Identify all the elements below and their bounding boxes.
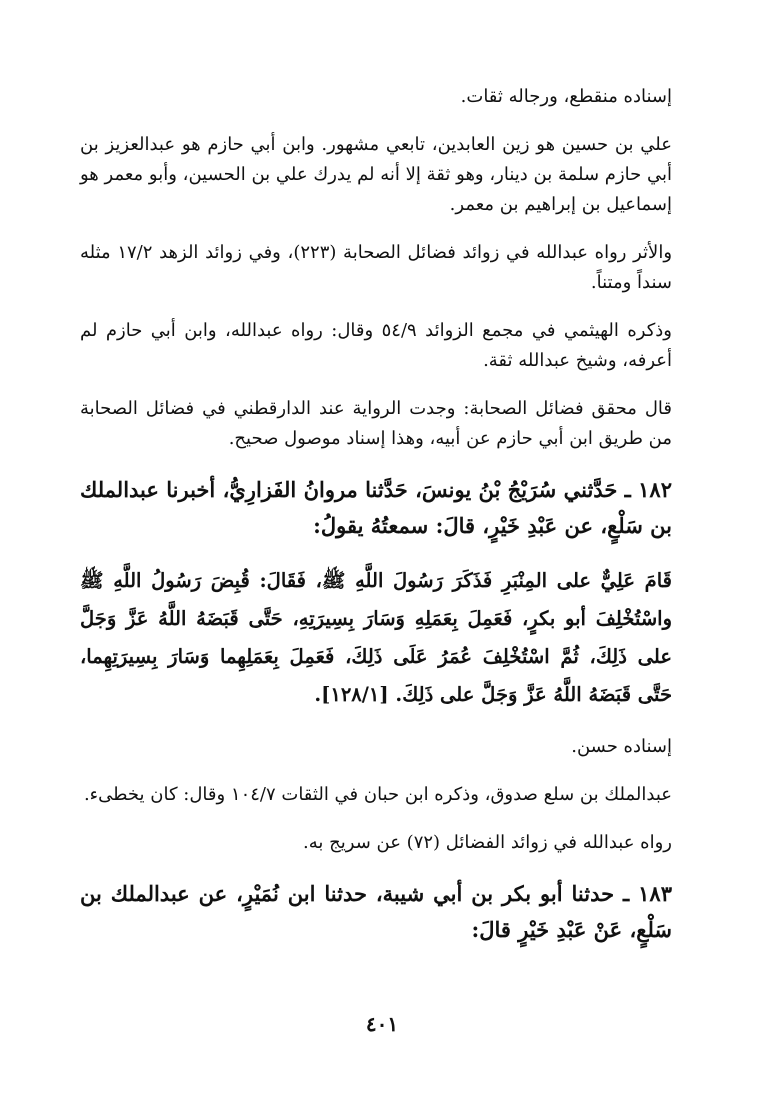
isnad-note-1: إسناده منقطع، ورجاله ثقات. — [460, 86, 672, 107]
narrator-note: علي بن حسين هو زين العابدين، تابعي مشهور. وابن أبي حازم هو عبدالعزيز بن أبي حازم سلمة بن دينار، وهو ثقة إلا أنه لم يدرك علي بن الحسين، وأبو معمر هو إسماعيل بن إبراهيم بن معمر. — [80, 134, 672, 215]
source-note-1: والأثر رواه عبدالله في زوائد فضائل الصحابة (٢٢٣)، وفي زوائد الزهد ١٧/٢ مثله سنداً ومتناً. — [80, 242, 673, 293]
hadith-183-isnad: ١٨٣ ـ حدثنا أبو بكر بن أبي شيبة، حدثنا ابن نُمَيْرٍ، عن عبدالملك بن سَلْعٍ، عَنْ عَبْدِ خَيْرٍ قالَ: — [80, 881, 672, 942]
narrator-note-2: عبدالملك بن سلع صدوق، وذكره ابن حبان في الثقات ١٠٤/٧ وقال: كان يخطىء. — [83, 784, 672, 805]
haythami-note: وذكره الهيثمي في مجمع الزوائد ٥٤/٩ وقال: رواه عبدالله، وابن أبي حازم لم أعرفه، وشيخ عبدالله ثقة. — [80, 320, 672, 371]
page-body — [80, 82, 672, 966]
source-note-2: رواه عبدالله في زوائد الفضائل (٧٢) عن سريج به. — [303, 832, 672, 853]
hadith-182-matn: قَامَ عَلِيٌّ على المِنْبَرِ فَذَكَرَ رَسُولَ اللَّهِ ﷺ، فَقَالَ: قُبِضَ رَسُولُ اللَّهِ ﷺ واسْتُخْلِفَ أبو بكرٍ، فَعَمِلَ بِعَمَلِهِ وَسَارَ بِسِيرَتِهِ، حَتَّى قَبَضَهُ اللَّهُ عَزَّ وَجَلَّ على ذَلِكَ، ثُمَّ اسْتُخْلِفَ عُمَرُ عَلَى ذَلِكَ، فَعَمِلَ بِعَمَلِهِما وَسَارَ بِسِيرَتِهِما، حَتَّى قَبَضَهُ اللَّهُ عَزَّ وَجَلَّ على ذَلِكَ. [١٢٨/١]. — [80, 569, 672, 706]
hadith-182-isnad: ١٨٢ ـ حَدَّثني سُرَيْجُ بْنُ يونسَ، حَدَّثنا مروانُ الفَزارِيُّ، أخبرنا عبدالملك بن سَلْعٍ، عن عَبْدِ خَيْرٍ، قالَ: سمعتُهُ يقولُ: — [80, 477, 672, 538]
isnad-grade: إسناده حسن. — [571, 736, 672, 757]
editor-note: قال محقق فضائل الصحابة: وجدت الرواية عند الدارقطني في فضائل الصحابة من طريق ابن أبي حازم عن أبيه، وهذا إسناد موصول صحيح. — [80, 398, 672, 449]
page-number: ٤٠١ — [365, 1012, 399, 1036]
